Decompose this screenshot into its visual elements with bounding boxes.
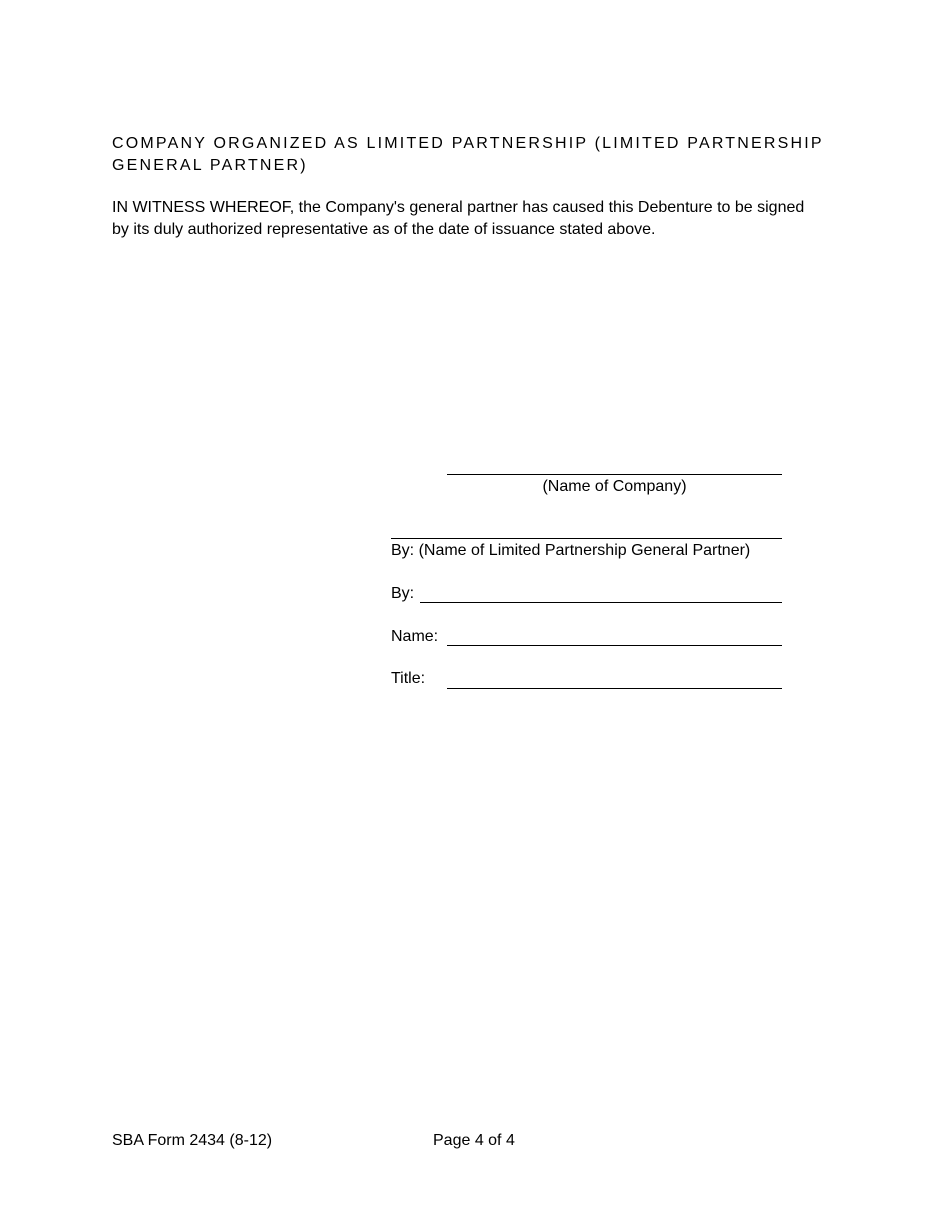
general-partner-caption: By: (Name of Limited Partnership General Partner)	[391, 542, 751, 559]
page-number: Page 4 of 4	[433, 1132, 515, 1149]
witness-paragraph: IN WITNESS WHEREOF, the Company's general partner has caused this Debenture to be signed by its duly authorized representative as of the date of issuance stated above.	[112, 199, 805, 238]
form-identifier: SBA Form 2434 (8-12)	[112, 1132, 273, 1149]
company-name-line[interactable]	[447, 474, 782, 475]
name-label: Name:	[391, 628, 439, 645]
general-partner-line[interactable]	[391, 538, 782, 539]
section-heading: COMPANY ORGANIZED AS LIMITED PARTNERSHIP (LIMITED PARTNERSHIP GENERAL PARTNER)	[112, 135, 824, 174]
company-name-caption: (Name of Company)	[542, 478, 687, 495]
title-line[interactable]	[447, 688, 782, 689]
title-label: Title:	[391, 670, 426, 687]
name-line[interactable]	[447, 645, 782, 646]
by-label: By:	[391, 585, 415, 602]
by-signature-line[interactable]	[420, 602, 782, 603]
